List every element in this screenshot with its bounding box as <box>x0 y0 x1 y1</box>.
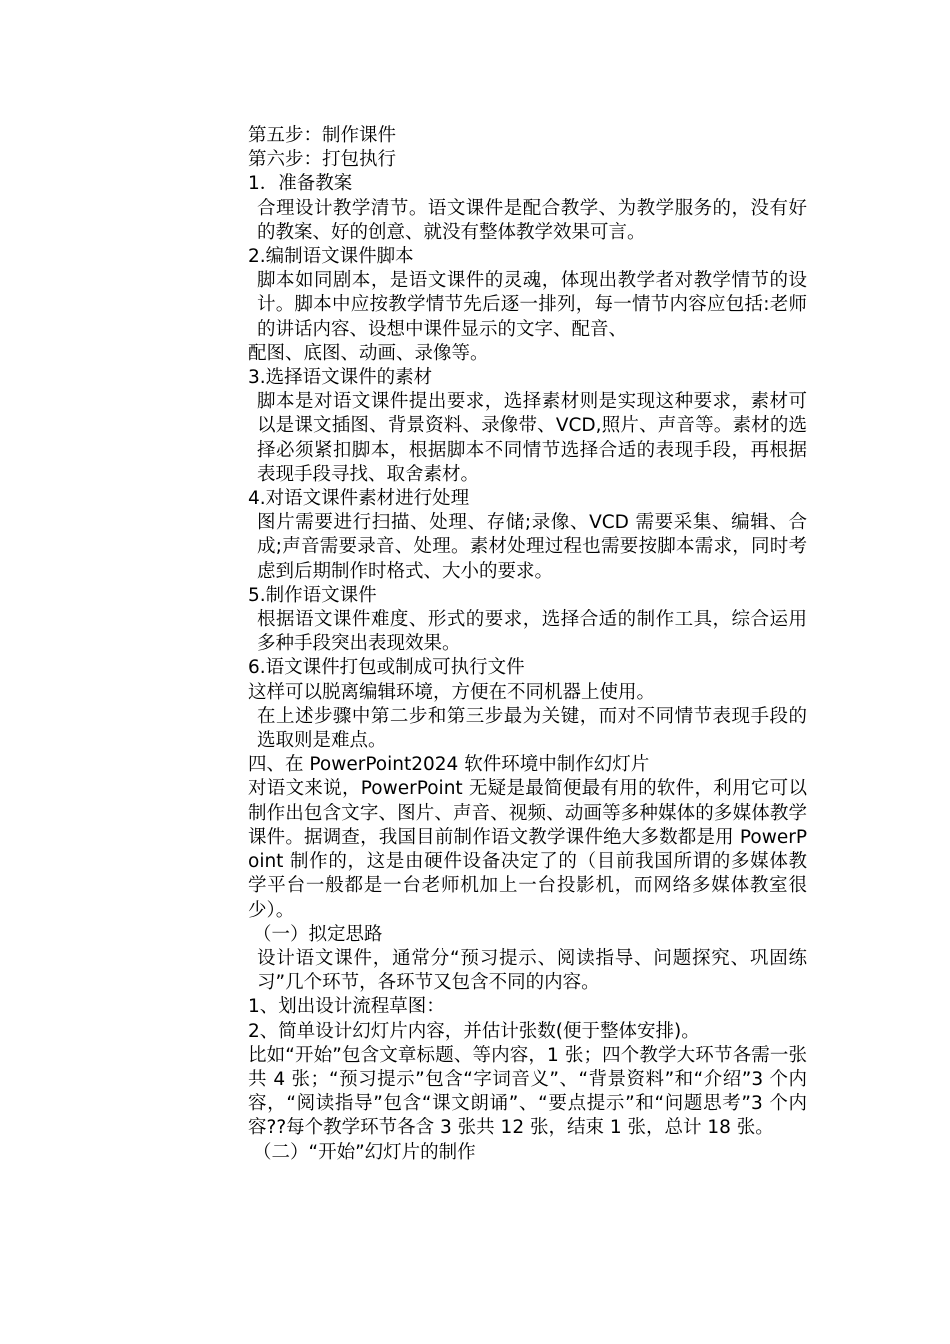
heading-make-courseware: 5.制作语文课件 <box>248 584 377 606</box>
step-six-line: 第六步：打包执行 <box>248 149 397 171</box>
paragraph-key-steps: 在上述步骤中第二步和第三步最为关键，而对不同情节表现手段的选取则是难点。 <box>257 705 807 752</box>
heading-plan-ideas: （一）拟定思路 <box>253 923 383 945</box>
heading-prepare-lesson-plan: 1．准备教案 <box>248 173 353 195</box>
list-item-slide-count: 2、简单设计幻灯片内容，并估计张数(便于整体安排)。 <box>248 1020 700 1042</box>
list-item-flowchart: 1、划出设计流程草图： <box>248 996 445 1018</box>
heading-powerpoint: 四、在 PowerPoint2024 软件环境中制作幻灯片 <box>248 754 650 776</box>
paragraph-powerpoint: 对语文来说，PowerPoint 无疑是最简便最有用的软件，利用它可以制作出包含文字、图片、声音、视频、动画等多种媒体的多媒体教学课件。据调查，我国目前制作语文教学课件绝大多数都是用 PowerPoint 制作的，这是由硬件设备决定了的（目前我国所谓的多媒体教学平台一般都是一台老师机加上一台投影机，而网络多媒体教室很少）。 <box>248 778 807 921</box>
heading-package: 6.语文课件打包或制成可执行文件 <box>248 657 525 679</box>
paragraph-process-materials: 图片需要进行扫描、处理、存储;录像、VCD 需要采集、编辑、合成;声音需要录音、处理。素材处理过程也需要按脚本需求，同时考虑到后期制作时格式、大小的要求。 <box>257 512 807 582</box>
heading-script: 2.编制语文课件脚本 <box>248 246 414 268</box>
paragraph-materials: 脚本是对语文课件提出要求，选择素材则是实现这种要求，素材可以是课文插图、背景资料、录像带、VCD,照片、声音等。素材的选择必须紧扣脚本，根据脚本不同情节选择合适的表现手段，再根据表现手段寻找、取舍素材。 <box>257 391 807 485</box>
paragraph-slide-example: 比如“开始”包含文章标题、等内容，1 张；四个教学大环节各需一张共 4 张；“预习提示”包含“字词音义”、“背景资料”和“介绍”3 个内容，“阅读指导”包含“课文朗诵”、“要点提示”和“问题思考”3 个内容??每个教学环节各含 3 张共 12 张，结束 1 张，总计 18 张。 <box>248 1044 807 1139</box>
paragraph-plan-ideas: 设计语文课件，通常分“预习提示、阅读指导、问题探究、巩固练习”几个环节，各环节又包含不同的内容。 <box>257 947 807 994</box>
heading-select-materials: 3.选择语文课件的素材 <box>248 367 433 389</box>
document-body <box>145 124 807 1165</box>
step-five-line: 第五步：制作课件 <box>248 125 397 146</box>
paragraph-make-courseware: 根据语文课件难度、形式的要求，选择合适的制作工具，综合运用多种手段突出表现效果。 <box>257 609 807 655</box>
heading-process-materials: 4.对语文课件素材进行处理 <box>248 488 470 510</box>
paragraph-script-continued: 配图、底图、动画、录像等。 <box>248 342 489 364</box>
paragraph-lesson-plan: 合理设计教学清节。语文课件是配合教学、为教学服务的，没有好的教案、好的创意、就没有整体教学效果可言。 <box>257 197 807 243</box>
paragraph-script: 脚本如同剧本，是语文课件的灵魂，体现出教学者对教学情节的设计。脚本中应按教学情节先后逐一排列，每一情节内容应包括:老师的讲话内容、设想中课件显示的文字、配音、 <box>257 270 807 340</box>
paragraph-package: 这样可以脱离编辑环境，方便在不同机器上使用。 <box>248 681 656 703</box>
heading-start-slide: （二）“开始”幻灯片的制作 <box>253 1141 476 1163</box>
